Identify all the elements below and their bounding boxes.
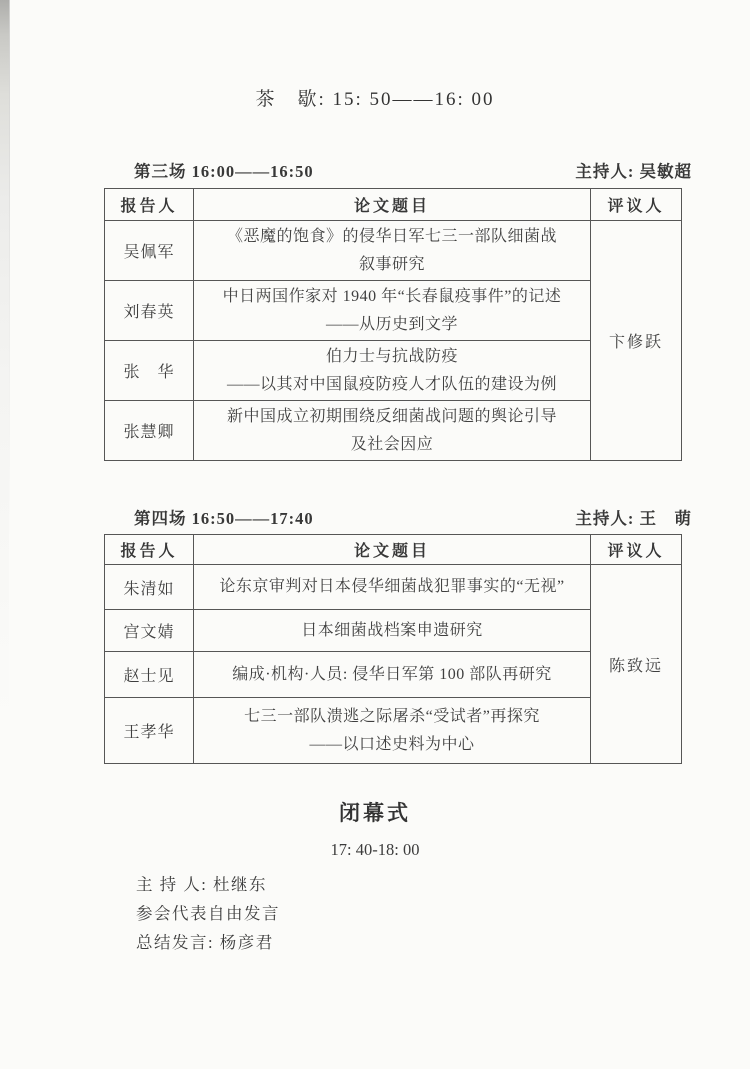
speaker-cell: 王孝华 (105, 698, 194, 764)
paper-title-line: ——以其对中国鼠疫防疫人才队伍的建设为例 (226, 375, 557, 393)
discussant-cell: 卞修跃 (591, 221, 682, 461)
closing-ceremony-time: 17: 40-18: 00 (330, 840, 420, 859)
closing-summary-line: 总结发言: 杨彦君 (136, 933, 274, 952)
paper-title-line: 七三一部队溃逃之际屠杀“受试者”再探究 (244, 707, 540, 725)
paper-title-line: 新中国成立初期围绕反细菌战问题的舆论引导 (226, 407, 557, 425)
table-row (105, 221, 682, 281)
paper-title-line: 及社会因应 (350, 435, 434, 453)
paper-title-line: 论东京审判对日本侵华细菌战犯罪事实的“无视” (219, 578, 565, 595)
speaker-cell: 赵士见 (105, 652, 194, 698)
speaker-cell: 张 华 (105, 341, 194, 401)
paper-title-cell (194, 221, 591, 281)
paper-title-line: 日本细菌战档案申遗研究 (301, 621, 483, 639)
paper-title-cell (194, 565, 591, 610)
paper-column-header: 论文题目 (194, 189, 591, 221)
paper-title-cell (194, 341, 591, 401)
session3-header (104, 156, 692, 182)
paper-title-line: 伯力士与抗战防疫 (325, 347, 458, 365)
session3-table (104, 188, 682, 461)
scan-edge-line (9, 0, 10, 540)
session4-title: 第四场 16:50——17:40 (134, 509, 314, 528)
paper-title-cell (194, 401, 591, 461)
speaker-column-header: 报告人 (105, 189, 194, 221)
table-header-row (105, 535, 682, 565)
closing-ceremony-title: 闭幕式 (339, 801, 411, 825)
paper-title-line: ——以口述史料为中心 (309, 735, 475, 753)
session3-title: 第三场 16:00——16:50 (134, 162, 314, 181)
tea-break-heading: 茶 歇: 15: 50——16: 00 (255, 89, 495, 110)
table-row (105, 565, 682, 610)
table-header-row (105, 189, 682, 221)
paper-title-line: 《恶魔的饱食》的侵华日军七三一部队细菌战 (226, 227, 557, 245)
scan-edge-shadow (0, 0, 9, 1069)
speaker-cell: 宫文婧 (105, 610, 194, 652)
discussant-cell: 陈致远 (591, 565, 682, 764)
speaker-column-header: 报告人 (105, 535, 194, 565)
paper-title-cell (194, 281, 591, 341)
discussant-column-header: 评议人 (591, 535, 682, 565)
session4-host: 主持人: 王 萌 (575, 509, 692, 528)
paper-title-line: 叙事研究 (358, 255, 425, 273)
speaker-cell: 朱清如 (105, 565, 194, 610)
paper-column-header: 论文题目 (194, 535, 591, 565)
paper-title-cell (194, 652, 591, 698)
session4-header (104, 503, 692, 529)
session4-table (104, 534, 682, 764)
session3-host: 主持人: 吴敏超 (575, 162, 692, 181)
speaker-cell: 刘春英 (105, 281, 194, 341)
paper-title-line: 编成·机构·人员: 侵华日军第 100 部队再研究 (232, 665, 552, 683)
paper-title-cell (194, 610, 591, 652)
closing-host-line: 主 持 人: 杜继东 (136, 875, 267, 894)
paper-title-cell (194, 698, 591, 764)
paper-title-line: 中日两国作家对 1940 年“长春鼠疫事件”的记述 (222, 287, 562, 305)
closing-details (136, 870, 280, 957)
speaker-cell: 张慧卿 (105, 401, 194, 461)
discussant-column-header: 评议人 (591, 189, 682, 221)
paper-title-line: ——从历史到文学 (325, 315, 458, 333)
speaker-cell: 吴佩军 (105, 221, 194, 281)
closing-free-speech-line: 参会代表自由发言 (136, 904, 280, 923)
